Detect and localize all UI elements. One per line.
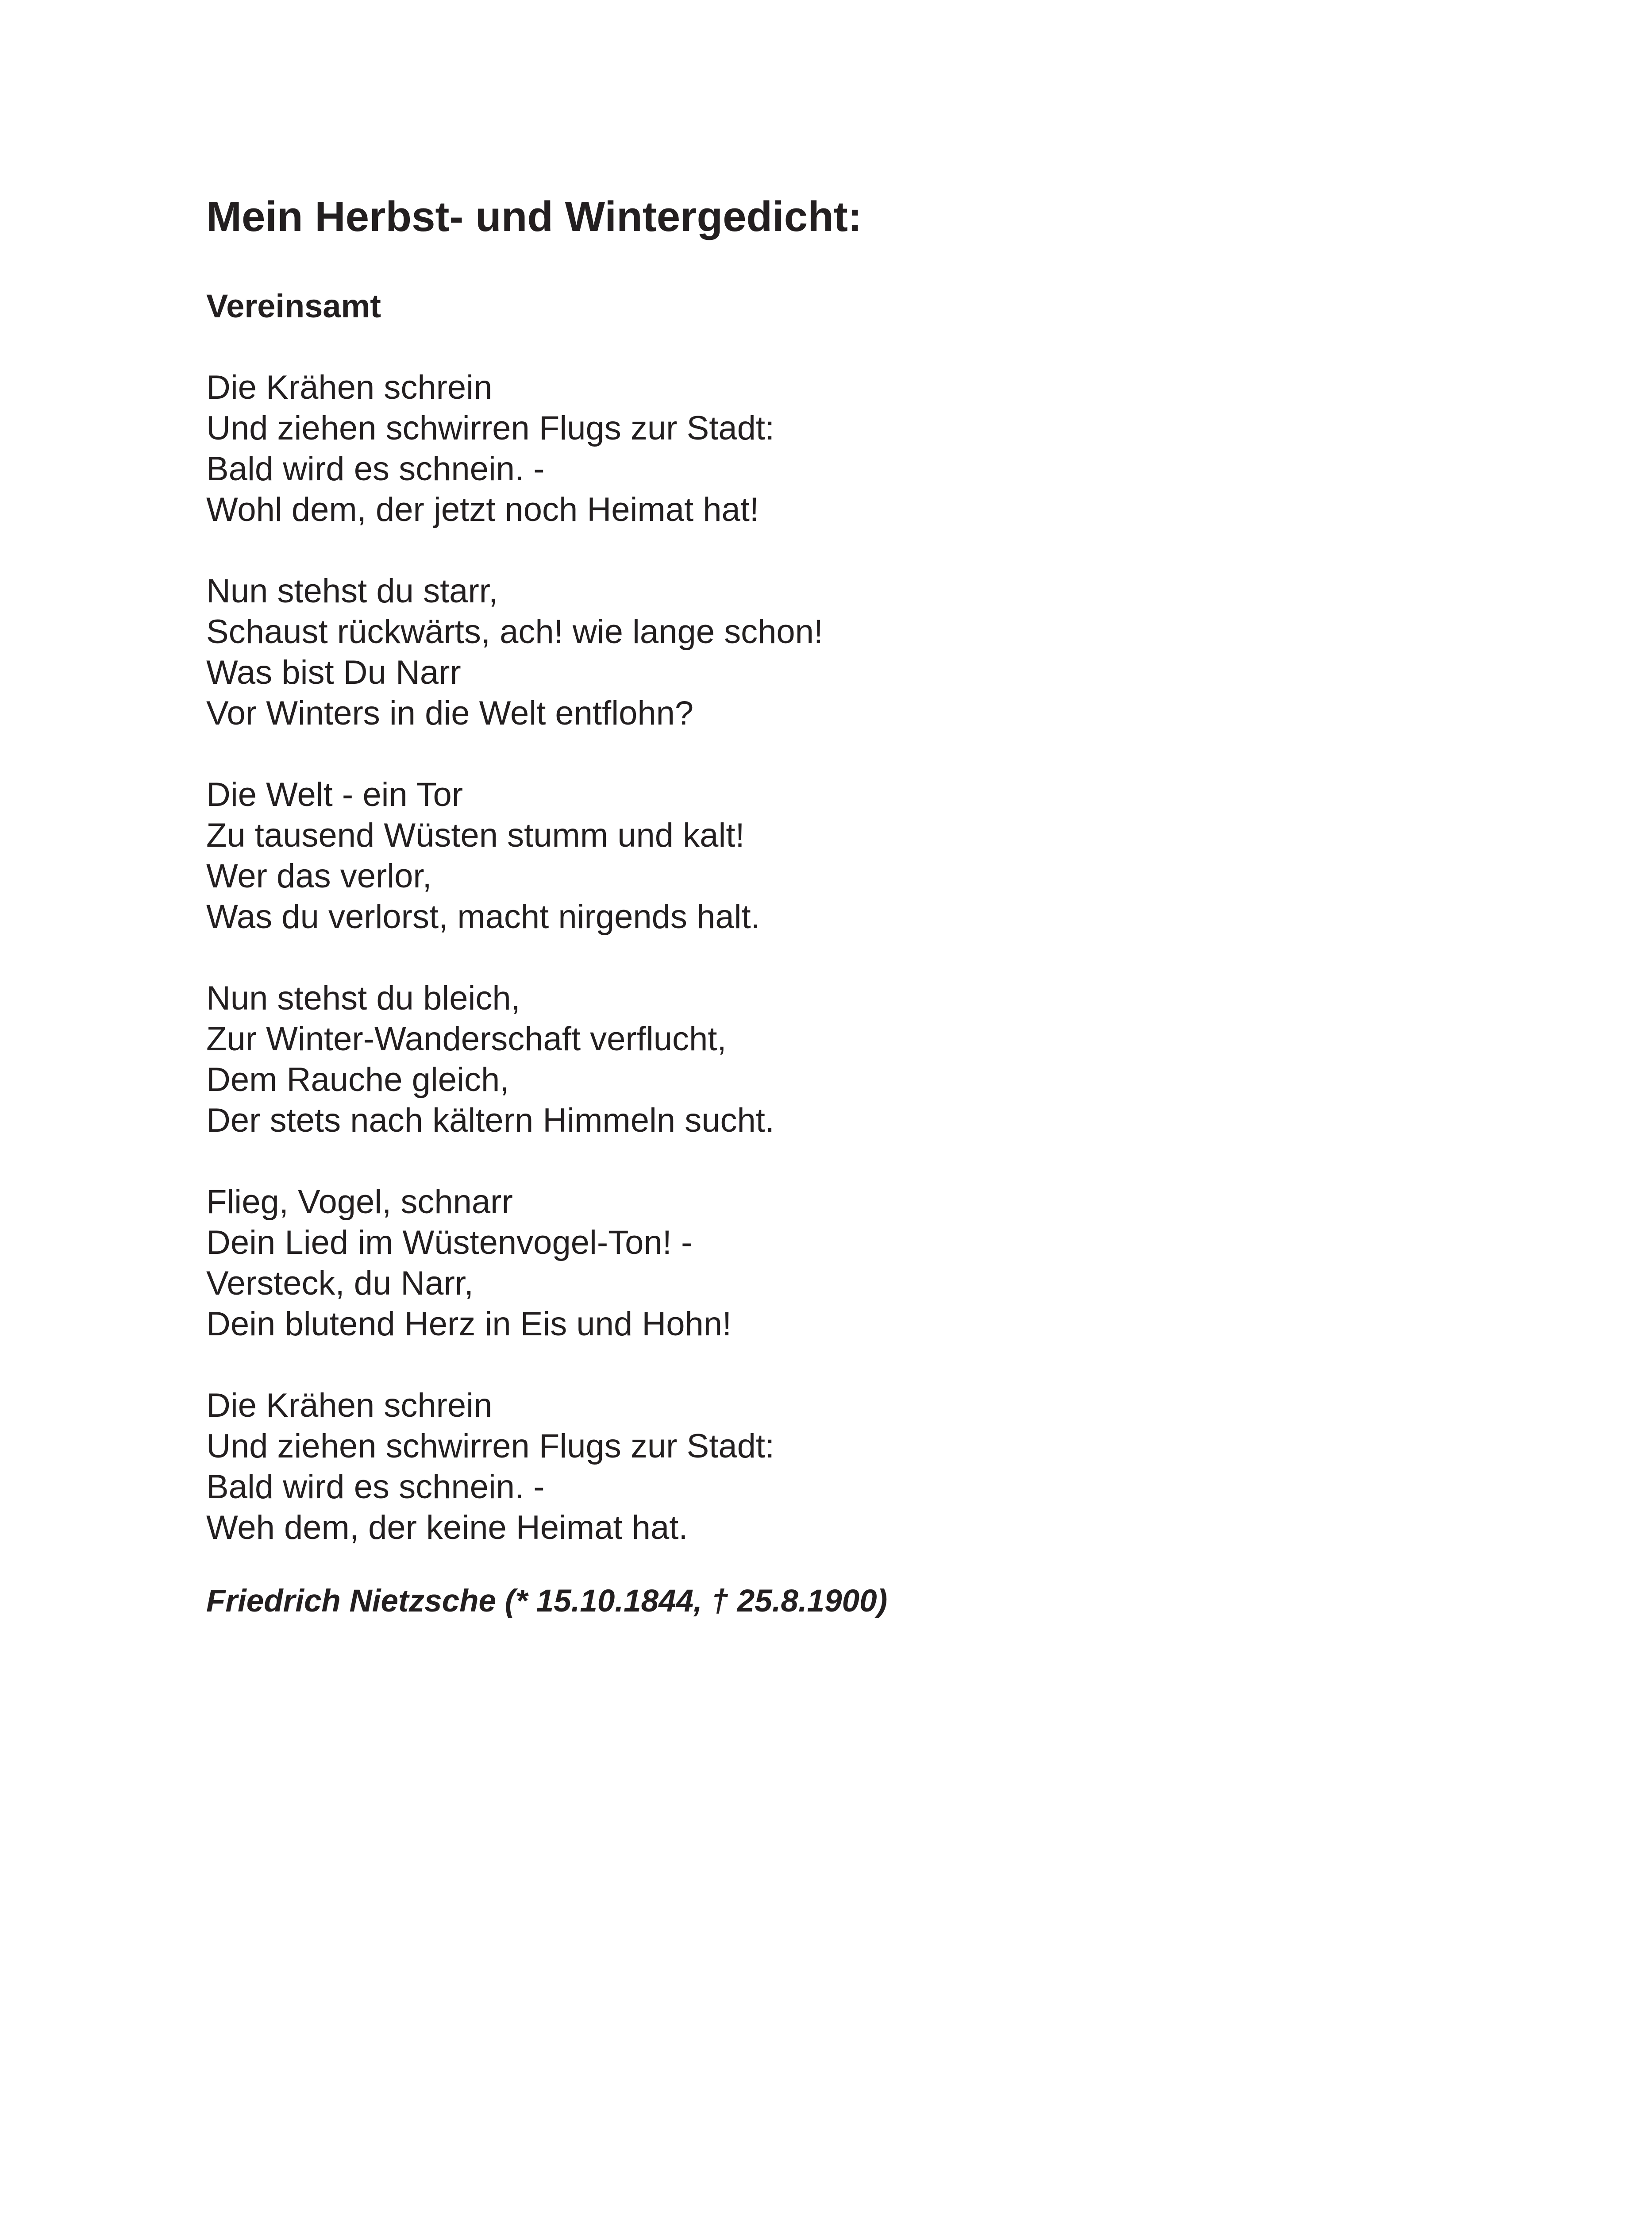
verse-line: Schaust rückwärts, ach! wie lange schon! — [206, 613, 824, 651]
verse-line: Zur Winter-Wanderschaft verflucht, — [206, 1020, 727, 1058]
verse-line: Weh dem, der keine Heimat hat. — [206, 1509, 688, 1546]
verse-line: Versteck, du Narr, — [206, 1265, 474, 1302]
poem-body — [206, 367, 1534, 1548]
poem-title: Vereinsamt — [206, 288, 381, 324]
poem-attribution: Friedrich Nietzsche (* 15.10.1844, † 25.8.1900) — [206, 1584, 888, 1619]
verse-line: Vor Winters in die Welt entflohn? — [206, 694, 694, 732]
page-content — [206, 190, 1534, 1622]
stanza — [206, 775, 1534, 937]
verse-line: Wer das verlor, — [206, 857, 432, 895]
verse-line: Dein blutend Herz in Eis und Hohn! — [206, 1305, 732, 1343]
stanza — [206, 1182, 1534, 1345]
verse-line: Die Krähen schrein — [206, 369, 493, 406]
verse-line: Zu tausend Wüsten stumm und kalt! — [206, 817, 745, 854]
verse-line: Nun stehst du bleich, — [206, 979, 520, 1017]
verse-line: Wohl dem, der jetzt noch Heimat hat! — [206, 491, 759, 528]
verse-line: Was bist Du Narr — [206, 654, 461, 691]
verse-line: Bald wird es schnein. - — [206, 1468, 545, 1506]
verse-line: Und ziehen schwirren Flugs zur Stadt: — [206, 1427, 775, 1465]
verse-line: Die Krähen schrein — [206, 1387, 493, 1424]
stanza — [206, 1385, 1534, 1548]
stanza — [206, 571, 1534, 734]
verse-line: Flieg, Vogel, schnarr — [206, 1183, 513, 1221]
verse-line: Dem Rauche gleich, — [206, 1061, 509, 1099]
verse-line: Und ziehen schwirren Flugs zur Stadt: — [206, 409, 775, 447]
verse-line: Der stets nach kältern Himmeln sucht. — [206, 1102, 775, 1139]
page-heading: Mein Herbst- und Wintergedicht: — [206, 193, 862, 240]
verse-line: Was du verlorst, macht nirgends halt. — [206, 898, 760, 936]
verse-line: Nun stehst du starr, — [206, 572, 498, 610]
verse-line: Dein Lied im Wüstenvogel-Ton! - — [206, 1224, 693, 1261]
verse-line: Bald wird es schnein. - — [206, 450, 545, 488]
stanza — [206, 367, 1534, 530]
verse-line: Die Welt - ein Tor — [206, 776, 463, 813]
stanza — [206, 978, 1534, 1141]
